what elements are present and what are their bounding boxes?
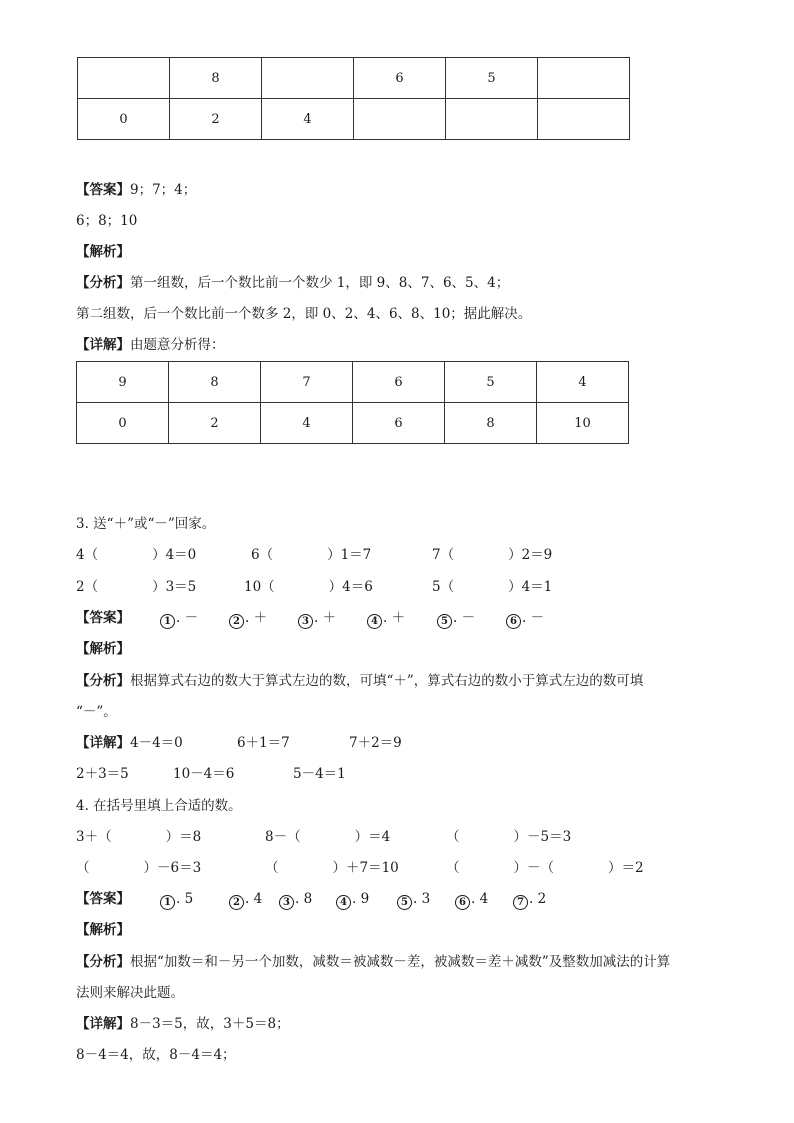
table-row	[77, 403, 629, 444]
table-cell: 6	[353, 403, 445, 444]
answer-value: . －	[176, 610, 199, 626]
circled-number: 4	[367, 614, 382, 629]
table-row	[78, 99, 630, 140]
answer-item	[298, 609, 336, 629]
detail-text: 8－3＝5，故，3＋5＝8；	[130, 1016, 290, 1032]
table-cell: 8	[169, 362, 261, 403]
table-cell	[354, 99, 446, 140]
table-row	[78, 58, 630, 99]
fenxi-line	[76, 672, 643, 690]
circled-number: 5	[437, 614, 452, 629]
fenxi-tag: 【分析】	[76, 673, 130, 689]
answer-item	[160, 890, 193, 910]
answer-item	[437, 609, 475, 629]
answer-item	[160, 609, 198, 629]
table-row	[77, 362, 629, 403]
number-table-solution	[76, 361, 629, 444]
table-cell: 9	[77, 362, 169, 403]
circled-number: 6	[455, 895, 470, 910]
detail-line	[76, 734, 183, 752]
detail-equation: 10－4＝6	[173, 766, 235, 782]
equation: （ ）－5＝3	[446, 829, 572, 845]
fenxi-text: 第一组数，后一个数比前一个数少 1，即 9、8、7、6、5、4；	[130, 275, 510, 291]
detail-text: 由题意分析得：	[130, 337, 225, 353]
answer-tag: 【答案】	[76, 610, 130, 626]
answer-value: . 8	[295, 891, 313, 907]
answer-tag: 【答案】	[76, 182, 130, 198]
circled-number: 2	[229, 895, 244, 910]
detail-equation: 7＋2＝9	[349, 735, 402, 751]
table-cell: 8	[445, 403, 537, 444]
table-cell: 6	[353, 362, 445, 403]
answer-value: . 5	[176, 891, 194, 907]
fenxi-line	[76, 953, 670, 971]
table-cell: 6	[354, 58, 446, 99]
equation: 7（ ）2＝9	[432, 547, 553, 563]
answer-text-line2: 6；8；10	[76, 213, 138, 229]
circled-number: 6	[506, 614, 521, 629]
question-4-title: 4. 在括号里填上合适的数。	[76, 798, 242, 814]
number-table-question	[77, 57, 630, 140]
answer-value: . －	[453, 610, 476, 626]
equation: 10（ ）4＝6	[244, 579, 373, 595]
table-cell: 4	[537, 362, 629, 403]
detail-equation: 2＋3＝5	[76, 766, 129, 782]
analysis-tag: 【解析】	[76, 922, 130, 938]
table-cell	[78, 58, 170, 99]
equation: （ ）－6＝3	[76, 860, 202, 876]
table-cell: 5	[446, 58, 538, 99]
detail-tag: 【详解】	[76, 337, 130, 353]
circled-number: 2	[229, 614, 244, 629]
answer-value: . ＋	[245, 610, 268, 626]
answer-item	[513, 890, 546, 910]
circled-number: 3	[279, 895, 294, 910]
fenxi-tag: 【分析】	[76, 954, 130, 970]
analysis-tag: 【解析】	[76, 244, 130, 260]
equation: 4（ ）4＝0	[76, 547, 197, 563]
equation: （ ）－（ ）＝2	[446, 860, 644, 876]
equation: 6（ ）1＝7	[251, 547, 372, 563]
circled-number: 1	[160, 895, 175, 910]
answer-value: . 4	[245, 891, 263, 907]
fenxi-tag: 【分析】	[76, 275, 130, 291]
equation: 8－（ ）＝4	[265, 829, 391, 845]
question-3-title: 3. 送“＋”或“－”回家。	[76, 516, 216, 532]
answer-item	[455, 890, 488, 910]
detail-tag: 【详解】	[76, 1016, 130, 1032]
table-cell	[446, 99, 538, 140]
answer-tag: 【答案】	[76, 891, 130, 907]
answer-value: . －	[522, 610, 545, 626]
circled-number: 3	[298, 614, 313, 629]
answer-item	[229, 609, 267, 629]
detail-text-line2: 8－4＝4，故，8－4＝4；	[76, 1047, 236, 1063]
circled-number: 7	[513, 895, 528, 910]
equation: 5（ ）4＝1	[432, 579, 553, 595]
equation: 2（ ）3＝5	[76, 579, 197, 595]
table-cell: 0	[78, 99, 170, 140]
table-cell	[538, 99, 630, 140]
equation: 3＋（ ）＝8	[76, 829, 202, 845]
table-cell: 8	[170, 58, 262, 99]
answer-item	[506, 609, 544, 629]
table-cell	[538, 58, 630, 99]
answer-value: . 9	[352, 891, 370, 907]
fenxi-text-line2: 第二组数，后一个数比前一个数多 2，即 0、2、4、6、8、10；据此解决。	[76, 306, 532, 322]
fenxi-text-line2: 法则来解决此题。	[76, 985, 184, 1001]
detail-equation: 5－4＝1	[293, 766, 346, 782]
answer-item	[367, 609, 405, 629]
answer-item	[397, 890, 430, 910]
detail-equation: 6＋1＝7	[237, 735, 290, 751]
answer-value: . 3	[413, 891, 431, 907]
fenxi-line	[76, 274, 509, 292]
circled-number: 1	[160, 614, 175, 629]
answer-line	[76, 181, 196, 199]
table-cell: 7	[261, 362, 353, 403]
analysis-tag: 【解析】	[76, 641, 130, 657]
table-cell: 4	[261, 403, 353, 444]
table-cell: 2	[169, 403, 261, 444]
circled-number: 5	[397, 895, 412, 910]
table-cell: 5	[445, 362, 537, 403]
table-cell: 2	[170, 99, 262, 140]
answer-item	[279, 890, 312, 910]
answer-item	[229, 890, 262, 910]
table-cell	[262, 58, 354, 99]
table-cell: 10	[537, 403, 629, 444]
table-cell: 4	[262, 99, 354, 140]
fenxi-text-line2: “－”。	[76, 704, 117, 720]
detail-line	[76, 1015, 290, 1033]
answer-value: . ＋	[314, 610, 337, 626]
circled-number: 4	[336, 895, 351, 910]
answer-text: 9；7；4；	[130, 182, 197, 198]
detail-tag: 【详解】	[76, 735, 130, 751]
answer-value: . 4	[471, 891, 489, 907]
fenxi-text: 根据算式右边的数大于算式左边的数，可填“＋”，算式右边的数小于算式左边的数可填	[130, 673, 644, 689]
equation: （ ）＋7＝10	[265, 860, 399, 876]
table-cell: 0	[77, 403, 169, 444]
fenxi-text: 根据“加数＝和－另一个加数，减数＝被减数－差，被减数＝差＋减数”及整数加减法的计算	[130, 954, 671, 970]
answer-value: . 2	[529, 891, 547, 907]
detail-equation: 4－4＝0	[130, 735, 183, 751]
detail-line	[76, 336, 225, 354]
answer-item	[336, 890, 369, 910]
answer-value: . ＋	[383, 610, 406, 626]
